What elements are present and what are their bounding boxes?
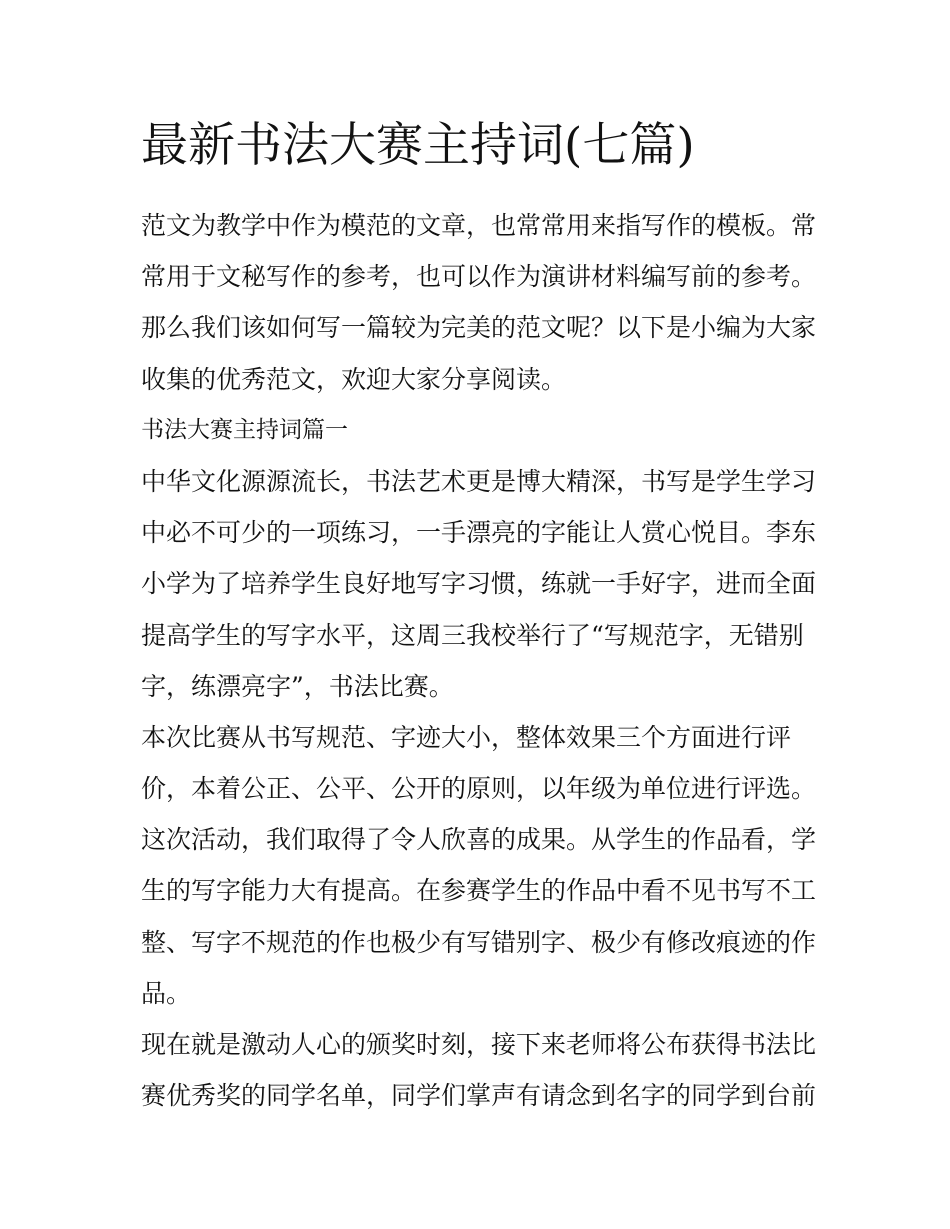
document-content [141, 112, 821, 1121]
paragraph-line: 现在就是激动人心的颁奖时刻，接下来老师将公布获得书法比 [141, 1030, 817, 1059]
paragraph-line: 提高学生的写字水平，这周三我校举行了“写规范字，无错别 [141, 620, 804, 650]
paragraph-line: 中必不可少的一项练习，一手漂亮的字能让人赏心悦目。李东 [141, 518, 817, 548]
paragraph-line: 字，练漂亮字”，书法比赛。 [141, 671, 454, 701]
document-title: 最新书法大赛主持词(七篇) [141, 118, 695, 173]
paragraph-line: 小学为了培养学生良好地写字习惯，练就一手好字，进而全面 [141, 569, 817, 599]
document-body [141, 200, 821, 1121]
paragraph-line: 本次比赛从书写规范、字迹大小，整体效果三个方面进行评 [141, 722, 792, 752]
paragraph-line: 收集的优秀范文，欢迎大家分享阅读。 [141, 364, 567, 394]
paragraph-line: 价，本着公正、公平、公开的原则，以年级为单位进行评选。 [141, 774, 817, 804]
paragraph-line: 中华文化源源流长，书法艺术更是博大精深，书写是学生学习 [141, 466, 817, 496]
paragraph-line: 常用于文秘写作的参考，也可以作为演讲材料编写前的参考。 [141, 262, 817, 292]
paragraph-line: 这次活动，我们取得了令人欣喜的成果。从学生的作品看，学 [141, 825, 817, 855]
paragraph-line: 整、写字不规范的作也极少有写错别字、极少有修改痕迹的作 [141, 927, 817, 957]
paragraph-line: 那么我们该如何写一篇较为完美的范文呢？以下是小编为大家 [141, 313, 817, 343]
paragraph-line: 范文为教学中作为模范的文章，也常常用来指写作的模板。常 [141, 211, 817, 240]
paragraph-line: 生的写字能力大有提高。在参赛学生的作品中看不见书写不工 [141, 876, 817, 906]
paragraph-line: 赛优秀奖的同学名单，同学们掌声有请念到名字的同学到台前 [141, 1081, 817, 1111]
section-heading: 书法大赛主持词篇一 [141, 416, 348, 443]
paragraph-line: 品。 [141, 978, 192, 1008]
